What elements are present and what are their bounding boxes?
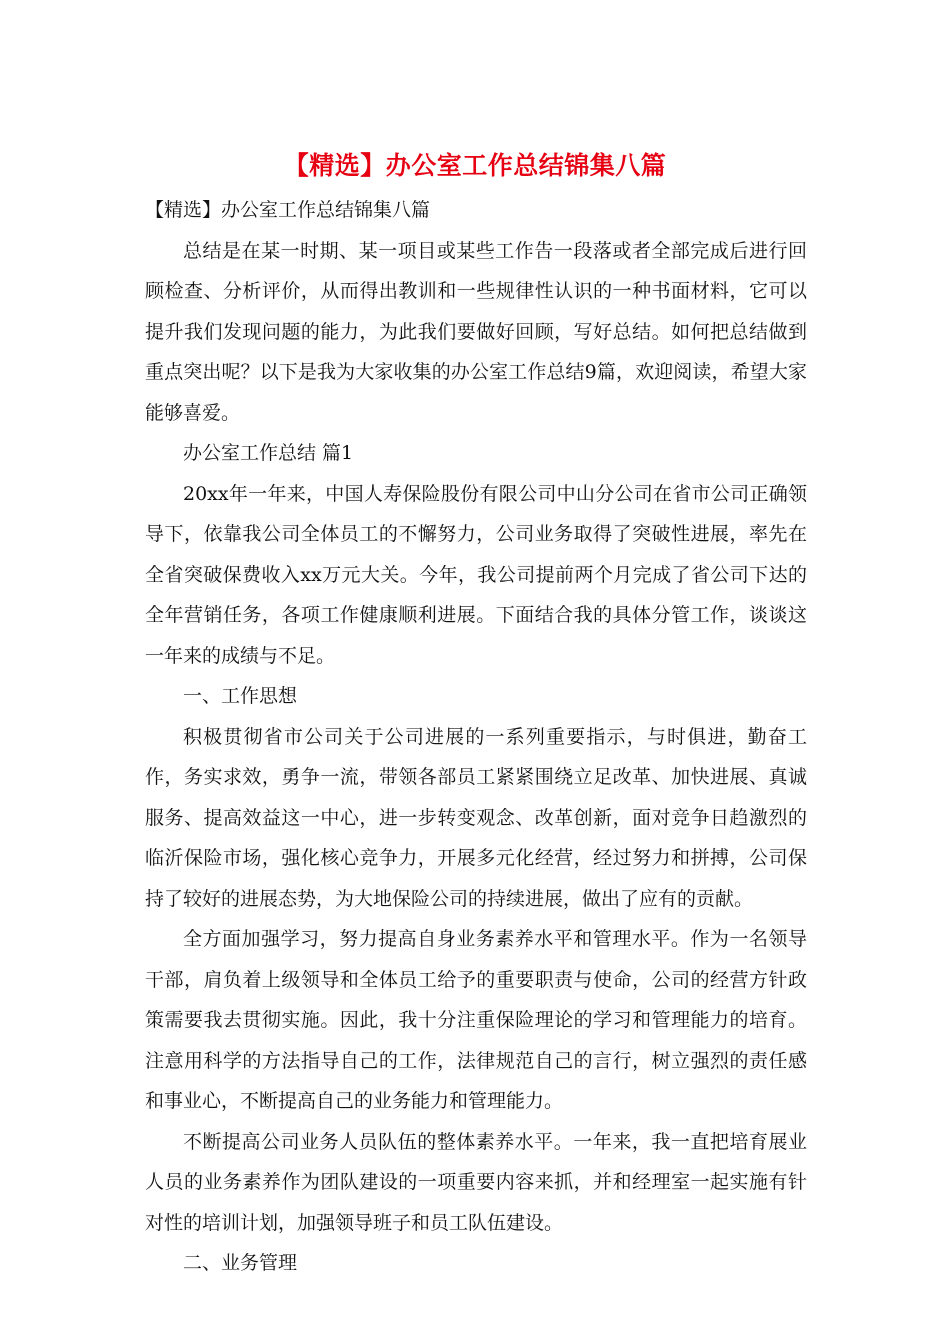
document-body bbox=[145, 190, 807, 1284]
intro-paragraph: 总结是在某一时期、某一项目或某些工作告一段落或者全部完成后进行回顾检查、分析评价，从而得出教训和一些规律性认识的一种书面材料，它可以提升我们发现问题的能力，为此我们要做好回顾，写好总结。如何把总结做到重点突出呢？以下是我为大家收集的办公室工作总结9篇，欢迎阅读，希望大家能够喜爱。 bbox=[145, 239, 807, 424]
body-paragraph: 积极贯彻省市公司关于公司进展的一系列重要指示，与时俱进，勤奋工作，务实求效，勇争一流，带领各部员工紧紧围绕立足改革、加快进展、真诚服务、提高效益这一中心，进一步转变观念、改革创新，面对竞争日趋激烈的临沂保险市场，强化核心竞争力，开展多元化经营，经过努力和拼搏，公司保持了较好的进展态势，为大地保险公司的持续进展，做出了应有的贡献。 bbox=[145, 725, 807, 910]
body-paragraph: 不断提高公司业务人员队伍的整体素养水平。一年来，我一直把培育展业人员的业务素养作为团队建设的一项重要内容来抓，并和经理室一起实施有针对性的培训计划，加强领导班子和员工队伍建设。 bbox=[145, 1130, 807, 1234]
subtitle-line: 【精选】办公室工作总结锦集八篇 bbox=[145, 199, 431, 221]
body-paragraph: 全方面加强学习，努力提高自身业务素养水平和管理水平。作为一名领导干部，肩负着上级领导和全体员工给予的重要职责与使命，公司的经营方针政策需要我去贯彻实施。因此，我十分注重保险理论的学习和管理能力的培育。注意用科学的方法指导自己的工作，法律规范自己的言行，树立强烈的责任感和事业心，不断提高自己的业务能力和管理能力。 bbox=[145, 928, 807, 1112]
body-paragraph: 20xx年一年来，中国人寿保险股份有限公司中山分公司在省市公司正确领导下，依靠我公司全体员工的不懈努力，公司业务取得了突破性进展，率先在全省突破保费收入xx万元大关。今年，我公司提前两个月完成了省公司下达的全年营销任务，各项工作健康顺利进展。下面结合我的具体分管工作，谈谈这一年来的成绩与不足。 bbox=[145, 482, 807, 667]
document-title: 【精选】办公室工作总结锦集八篇 bbox=[283, 151, 667, 180]
section-heading-business-management: 二、业务管理 bbox=[183, 1252, 298, 1274]
section-heading-work-thought: 一、工作思想 bbox=[183, 685, 298, 707]
section-heading-piece-1: 办公室工作总结 篇1 bbox=[183, 442, 354, 464]
